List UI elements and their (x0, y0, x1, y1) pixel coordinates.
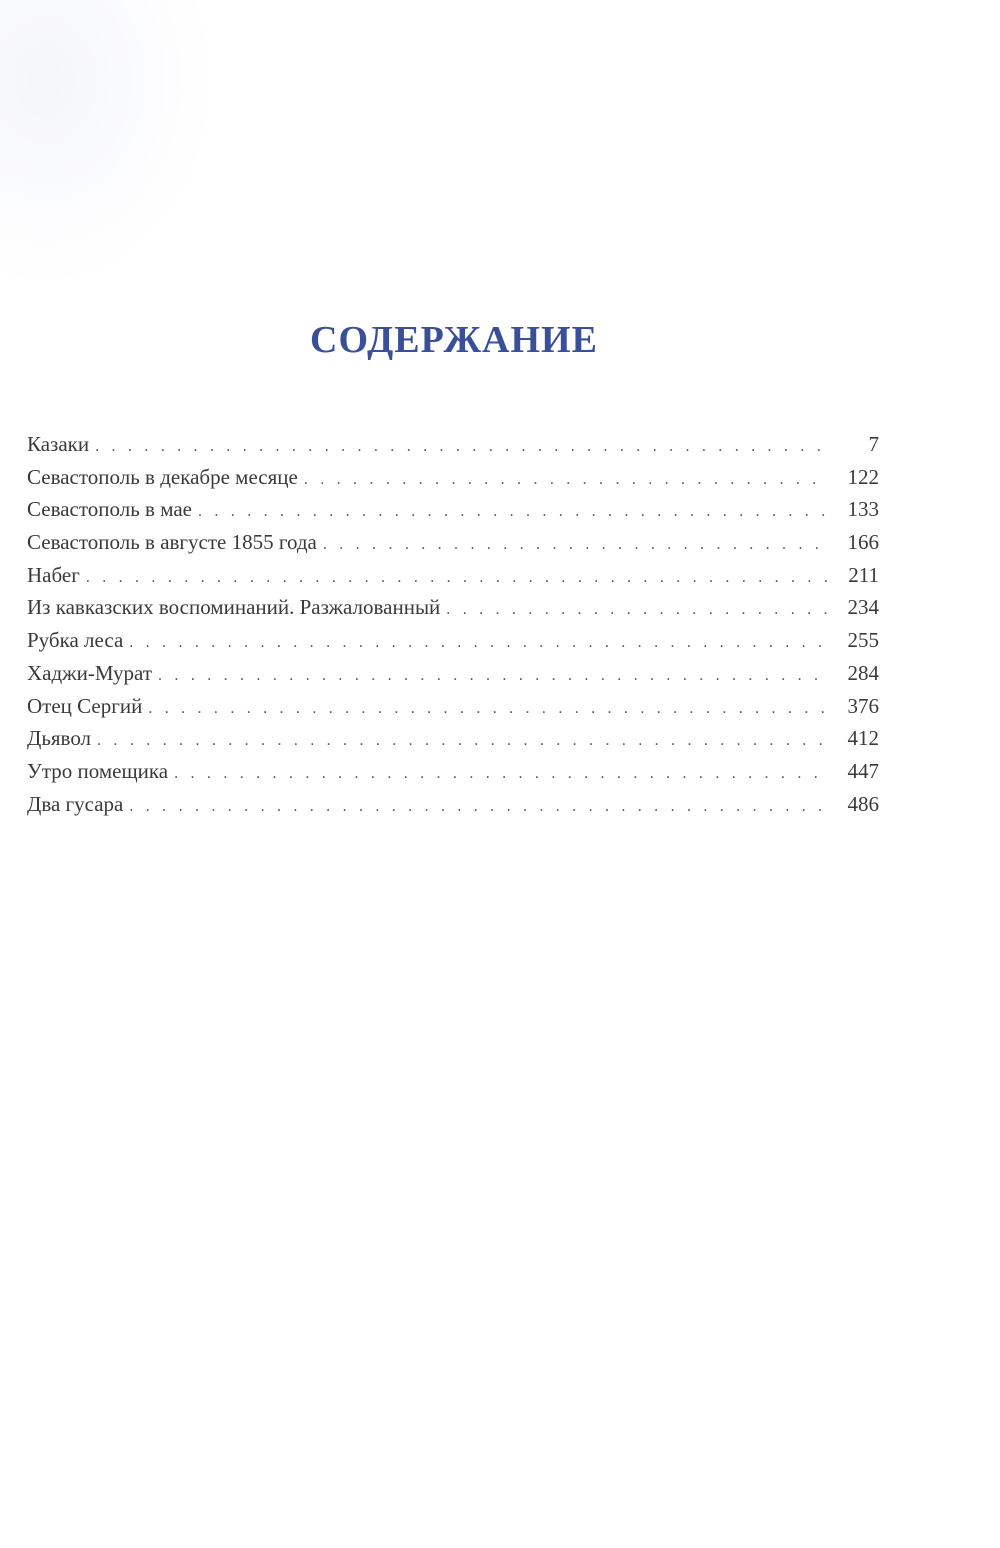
toc-entry (27, 726, 879, 759)
toc-entry-page: 7 (868, 432, 879, 456)
toc-dot-leader (446, 601, 829, 619)
toc-entry-title: Казаки (27, 432, 90, 456)
toc-dot-leader (95, 438, 829, 456)
toc-dot-leader (323, 536, 829, 554)
toc-entry-page: 122 (847, 464, 879, 489)
toc-dot-leader (129, 798, 829, 816)
toc-entry-page: 486 (847, 791, 879, 816)
toc-dot-leader (198, 503, 829, 521)
toc-entry-title: Два гусара (27, 791, 124, 816)
toc-entry (27, 465, 879, 498)
toc-entry-page: 234 (847, 595, 879, 620)
toc-entry-title: Отец Сергий (27, 693, 143, 718)
toc-entry-page: 133 (847, 497, 879, 522)
toc-entry-page: 376 (847, 693, 879, 718)
toc-entry-page: 284 (847, 660, 879, 685)
toc-entry-title: Дьявол (27, 726, 92, 751)
toc-entry-title: Севастополь в декабре месяце (27, 464, 298, 489)
toc-entry-title: Хаджи-Мурат (27, 660, 153, 685)
toc-entry-title: Севастополь в августе 1855 года (27, 530, 317, 555)
toc-entry (27, 563, 879, 596)
toc-entry (27, 694, 879, 727)
toc-entry-title: Севастополь в мае (27, 497, 192, 522)
toc-entry-page: 166 (847, 530, 879, 555)
toc-entry (27, 661, 879, 694)
table-of-contents (27, 432, 879, 824)
toc-entry (27, 497, 879, 530)
toc-dot-leader (86, 569, 829, 587)
toc-dot-leader (304, 471, 829, 489)
corner-shade (0, 0, 210, 280)
toc-entry-page: 447 (847, 758, 879, 783)
toc-entry-title: Рубка леса (27, 628, 124, 653)
toc-entry-title: Из кавказских воспоминаний. Разжалованный (27, 595, 441, 620)
toc-dot-leader (129, 634, 829, 652)
toc-entry-page: 211 (848, 562, 879, 587)
toc-entry (27, 759, 879, 792)
toc-entry (27, 792, 879, 825)
toc-entry (27, 432, 879, 465)
page-title: СОДЕРЖАНИЕ (310, 319, 598, 361)
toc-entry (27, 595, 879, 628)
toc-dot-leader (97, 732, 829, 750)
toc-entry-title: Набег (27, 562, 80, 587)
toc-entry-title: Утро помещика (27, 758, 169, 783)
toc-dot-leader (158, 667, 829, 685)
toc-entry-page: 412 (847, 726, 879, 751)
toc-entry-page: 255 (847, 628, 879, 653)
toc-dot-leader (174, 765, 829, 783)
toc-entry (27, 530, 879, 563)
toc-entry (27, 628, 879, 661)
toc-dot-leader (148, 700, 829, 718)
